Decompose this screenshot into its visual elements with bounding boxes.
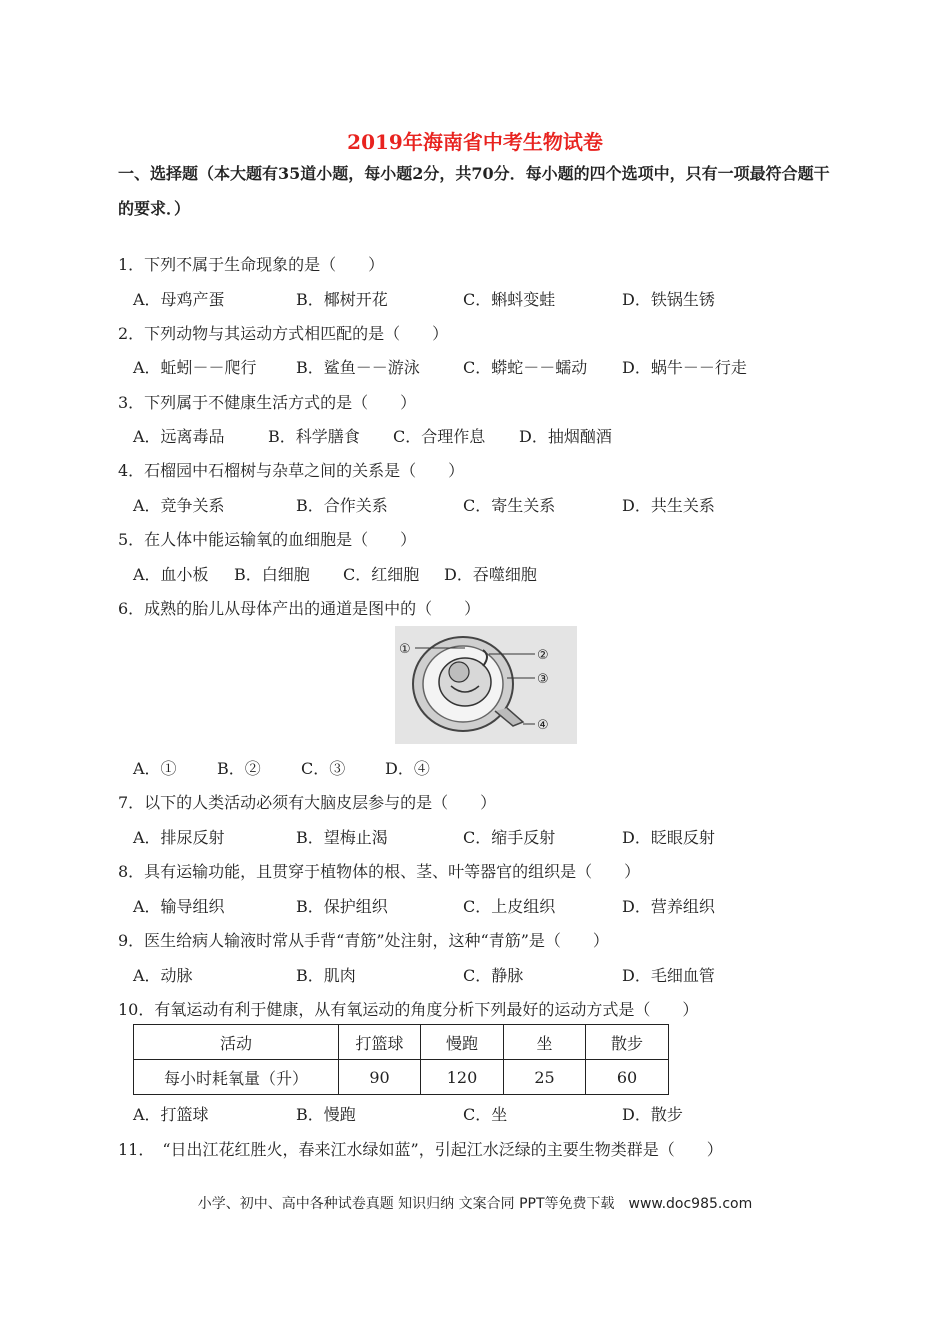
- question-7-option-b: B．望梅止渴: [296, 828, 388, 847]
- table-header-cell: 活动: [134, 1025, 339, 1060]
- table-cell: 60: [586, 1060, 669, 1095]
- question-7-stem: 7．以下的人类活动必须有大脑皮层参与的是（ ）: [118, 793, 497, 812]
- table-header-cell: 慢跑: [421, 1025, 504, 1060]
- question-7-option-c: C．缩手反射: [463, 828, 556, 847]
- question-3-option-b: B．科学膳食: [268, 427, 360, 446]
- question-6-option-c: C．③: [301, 759, 346, 778]
- question-1-option-d: D．铁锅生锈: [622, 290, 715, 309]
- figure-label-1: ①: [399, 642, 411, 657]
- question-5-option-c: C．红细胞: [343, 565, 420, 584]
- question-1-stem: 1．下列不属于生命现象的是（ ）: [118, 255, 385, 274]
- question-8-option-d: D．营养组织: [622, 897, 715, 916]
- question-6-option-b: B．②: [217, 759, 261, 778]
- question-10-stem: 10．有氧运动有利于健康，从有氧运动的角度分析下列最好的运动方式是（ ）: [118, 1000, 699, 1019]
- question-1-option-a: A．母鸡产蛋: [133, 290, 225, 309]
- question-4-stem: 4．石榴园中石榴树与杂草之间的关系是（ ）: [118, 461, 465, 480]
- question-5-stem: 5．在人体中能运输氧的血细胞是（ ）: [118, 530, 417, 549]
- question-10-option-d: D．散步: [622, 1105, 683, 1124]
- question-2-option-d: D．蜗牛－－行走: [622, 358, 747, 377]
- question-6-option-a: A．①: [133, 759, 177, 778]
- question-7-option-a: A．排尿反射: [133, 828, 225, 847]
- table-cell: 90: [339, 1060, 421, 1095]
- table-header-row: [134, 1025, 669, 1060]
- uterus-diagram: [395, 626, 577, 744]
- question-8-stem: 8．具有运输功能，且贯穿于植物体的根、茎、叶等器官的组织是（ ）: [118, 862, 641, 881]
- table-header-cell: 散步: [586, 1025, 669, 1060]
- question-6-stem: 6．成熟的胎儿从母体产出的通道是图中的（ ）: [118, 599, 481, 618]
- figure-label-2: ②: [537, 648, 549, 663]
- question-5-option-d: D．吞噬细胞: [444, 565, 537, 584]
- question-6-option-d: D．④: [385, 759, 430, 778]
- oxygen-consumption-table: [133, 1024, 669, 1095]
- question-8-option-b: B．保护组织: [296, 897, 388, 916]
- question-1-option-c: C．蝌蚪变蛙: [463, 290, 556, 309]
- question-5-option-b: B．白细胞: [234, 565, 310, 584]
- question-9-option-b: B．肌肉: [296, 966, 356, 985]
- question-3-option-c: C．合理作息: [393, 427, 486, 446]
- question-9-option-a: A．动脉: [133, 966, 193, 985]
- question-5-option-a: A．血小板: [133, 565, 209, 584]
- question-3-option-d: D．抽烟酗酒: [519, 427, 612, 446]
- question-10-option-b: B．慢跑: [296, 1105, 356, 1124]
- question-1-option-b: B．椰树开花: [296, 290, 388, 309]
- question-2-stem: 2．下列动物与其运动方式相匹配的是（ ）: [118, 324, 449, 343]
- question-2-option-a: A．蚯蚓－－爬行: [133, 358, 257, 377]
- question-2-option-b: B．鲨鱼－－游泳: [296, 358, 420, 377]
- table-row: [134, 1060, 669, 1095]
- page-footer: 小学、初中、高中各种试卷真题 知识归纳 文案合同 PPT等免费下载 www.doc985.com: [197, 1196, 753, 1212]
- question-9-option-d: D．毛细血管: [622, 966, 715, 985]
- question-4-option-b: B．合作关系: [296, 496, 388, 515]
- question-8-option-c: C．上皮组织: [463, 897, 556, 916]
- question-9-option-c: C．静脉: [463, 966, 524, 985]
- figure-label-3: ③: [537, 672, 549, 687]
- table-header-cell: 打篮球: [339, 1025, 421, 1060]
- question-4-option-d: D．共生关系: [622, 496, 715, 515]
- question-11-stem: 11． “日出江花红胜火，春来江水绿如蓝”，引起江水泛绿的主要生物类群是（ ）: [118, 1140, 723, 1159]
- table-cell: 120: [421, 1060, 504, 1095]
- question-4-option-c: C．寄生关系: [463, 496, 556, 515]
- table-cell: 25: [504, 1060, 586, 1095]
- question-4-option-a: A．竞争关系: [133, 496, 225, 515]
- table-header-cell: 坐: [504, 1025, 586, 1060]
- table-cell: 每小时耗氧量（升）: [134, 1060, 339, 1095]
- question-7-option-d: D．眨眼反射: [622, 828, 715, 847]
- question-9-stem: 9．医生给病人输液时常从手背“青筋”处注射，这种“青筋”是（ ）: [118, 931, 609, 950]
- question-10-option-c: C．坐: [463, 1105, 508, 1124]
- question-3-stem: 3．下列属于不健康生活方式的是（ ）: [118, 393, 417, 412]
- question-2-option-c: C．蟒蛇－－蠕动: [463, 358, 588, 377]
- figure-label-4: ④: [537, 718, 549, 733]
- question-8-option-a: A．输导组织: [133, 897, 225, 916]
- page-title: 2019年海南省中考生物试卷: [347, 130, 603, 154]
- section-heading: 一、选择题（本大题有35道小题，每小题2分，共70分．每小题的四个选项中，只有一项最符合题干的要求．）: [118, 164, 830, 218]
- question-3-option-a: A．远离毒品: [133, 427, 225, 446]
- question-10-option-a: A．打篮球: [133, 1105, 209, 1124]
